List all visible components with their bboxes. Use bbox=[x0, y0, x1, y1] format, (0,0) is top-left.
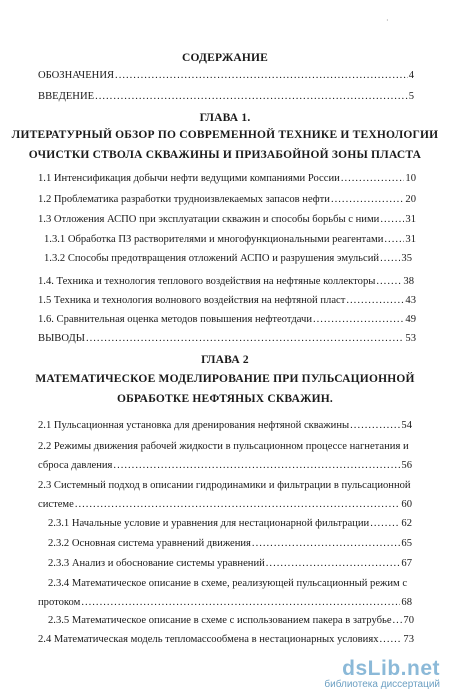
toc-entry[interactable] bbox=[38, 172, 416, 185]
entry-text: 1.3.1 Обработка ПЗ растворителями и многофункциональными реагентами bbox=[44, 234, 384, 245]
chapter2-label: ГЛАВА 2 bbox=[201, 354, 249, 366]
watermark-subtitle: библиотека диссертаций bbox=[324, 679, 440, 690]
entry-page: 49 bbox=[405, 314, 416, 325]
entry-page: 5 bbox=[408, 91, 414, 102]
toc-entry[interactable] bbox=[38, 294, 416, 307]
toc-entry[interactable] bbox=[44, 233, 416, 246]
entry-page: 43 bbox=[405, 295, 416, 306]
entry-page: 65 bbox=[401, 538, 412, 549]
entry-text: 2.4 Математическая модель тепломассообмена в нестационарных условиях bbox=[38, 634, 379, 645]
entry-page: 60 bbox=[401, 499, 412, 510]
toc-entry[interactable] bbox=[38, 213, 416, 226]
toc-entry[interactable] bbox=[38, 459, 412, 472]
dot-leader bbox=[384, 233, 404, 246]
dot-leader bbox=[252, 537, 400, 550]
chapter2-title-line2: ОБРАБОТКЕ НЕФТЯНЫХ СКВАЖИН. bbox=[116, 393, 334, 405]
chapter1-title-line2: ОЧИСТКИ СТВОЛА СКВАЖИНЫ И ПРИЗАБОЙНОЙ ЗОНЫ ПЛАСТА bbox=[28, 149, 422, 161]
entry-text: 1.4. Техника и технология теплового воздействия на нефтяные коллекторы bbox=[38, 276, 376, 287]
chapter1-title-line1: ЛИТЕРАТУРНЫЙ ОБЗОР ПО СОВРЕМЕННОЙ ТЕХНИКЕ И ТЕХНОЛОГИИ bbox=[11, 129, 439, 141]
toc-entry[interactable] bbox=[38, 633, 414, 646]
entry-page: 62 bbox=[401, 518, 412, 529]
dot-leader bbox=[380, 633, 403, 646]
entry-text: 1.1 Интенсификация добычи нефти ведущими компаниями России bbox=[38, 173, 340, 184]
toc-entry-conclusions[interactable] bbox=[38, 332, 416, 345]
dot-leader bbox=[81, 596, 400, 609]
site-watermark bbox=[294, 657, 444, 693]
dot-leader bbox=[341, 172, 405, 185]
entry-page: 54 bbox=[401, 420, 412, 431]
entry-page: 67 bbox=[401, 558, 412, 569]
toc-title: СОДЕРЖАНИЕ bbox=[181, 52, 269, 64]
entry-text: протоком bbox=[38, 597, 81, 608]
entry-text: 2.1 Пульсационная установка для дренирования нефтяной скважины bbox=[38, 420, 350, 431]
dot-leader bbox=[75, 498, 401, 511]
entry-page: 56 bbox=[401, 460, 412, 471]
dot-leader bbox=[350, 419, 400, 432]
entry-text: 2.3.5 Математическое описание в схеме с использованием пакера в затрубье bbox=[48, 615, 392, 626]
toc-entry[interactable] bbox=[38, 419, 412, 432]
dot-leader bbox=[376, 275, 402, 288]
entry-text: 2.3.2 Основная система уравнений движения bbox=[48, 538, 251, 549]
dot-leader bbox=[346, 294, 404, 307]
dot-leader bbox=[380, 213, 404, 226]
toc-entry[interactable] bbox=[48, 537, 412, 550]
dot-leader bbox=[370, 517, 400, 530]
chapter2-title-line1: МАТЕМАТИЧЕСКОЕ МОДЕЛИРОВАНИЕ ПРИ ПУЛЬСАЦИОННОЙ bbox=[35, 373, 415, 385]
dot-leader bbox=[86, 332, 404, 345]
entry-text: ВВЕДЕНИЕ bbox=[38, 91, 95, 102]
entry-page: 53 bbox=[405, 333, 416, 344]
dot-leader bbox=[95, 90, 408, 103]
entry-page: 31 bbox=[405, 214, 416, 225]
toc-entry-designations[interactable] bbox=[38, 69, 414, 82]
toc-entry[interactable] bbox=[48, 557, 412, 570]
toc-entry-introduction[interactable] bbox=[38, 90, 414, 103]
toc-entry[interactable] bbox=[38, 193, 416, 206]
entry-page: 20 bbox=[405, 194, 416, 205]
dot-leader bbox=[331, 193, 404, 206]
toc-entry-line[interactable]: 2.3 Системный подход в описании гидродинамики и фильтрации в пульсационной bbox=[38, 480, 411, 491]
dot-leader bbox=[313, 313, 404, 326]
watermark-logo: dsLib.net bbox=[342, 657, 440, 680]
entry-page: 4 bbox=[408, 70, 414, 81]
dot-leader bbox=[380, 252, 400, 265]
dot-leader bbox=[113, 459, 400, 472]
entry-page: 10 bbox=[405, 173, 416, 184]
entry-page: 31 bbox=[405, 234, 416, 245]
dot-leader bbox=[266, 557, 401, 570]
toc-entry[interactable] bbox=[48, 614, 414, 627]
toc-entry[interactable] bbox=[38, 498, 412, 511]
entry-text: системе bbox=[38, 499, 74, 510]
entry-text: 2.3.1 Начальные условие и уравнения для нестационарной фильтрации bbox=[48, 518, 370, 529]
toc-entry-line[interactable]: 2.3.4 Математическое описание в схеме, реализующей пульсационный режим с bbox=[48, 578, 408, 589]
entry-text: 2.3.3 Анализ и обоснование системы уравнений bbox=[48, 558, 265, 569]
entry-text: 1.6. Сравнительная оценка методов повышения нефтеотдачи bbox=[38, 314, 312, 325]
entry-text: 1.5 Техника и технология волнового воздействия на нефтяной пласт bbox=[38, 295, 346, 306]
toc-entry-line[interactable]: 2.2 Режимы движения рабочей жидкости в пульсационном процессе нагнетания и bbox=[38, 441, 409, 452]
toc-entry[interactable] bbox=[38, 313, 416, 326]
dot-leader bbox=[393, 614, 403, 627]
scan-mark: · bbox=[386, 16, 389, 25]
entry-text: ОБОЗНАЧЕНИЯ bbox=[38, 70, 115, 81]
entry-page: 68 bbox=[401, 597, 412, 608]
entry-page: 35 bbox=[401, 253, 412, 264]
toc-entry[interactable] bbox=[38, 275, 414, 288]
entry-text: 1.3 Отложения АСПО при эксплуатации скважин и способы борьбы с ними bbox=[38, 214, 380, 225]
toc-entry[interactable] bbox=[48, 517, 412, 530]
entry-text: 1.3.2 Способы предотвращения отложений АСПО и разрушения эмульсий bbox=[44, 253, 380, 264]
entry-text: 1.2 Проблематика разработки трудноизвлекаемых запасов нефти bbox=[38, 194, 330, 205]
entry-page: 38 bbox=[403, 276, 414, 287]
dot-leader bbox=[115, 69, 408, 82]
entry-text: сброса давления bbox=[38, 460, 113, 471]
entry-page: 70 bbox=[403, 615, 414, 626]
entry-page: 73 bbox=[403, 634, 414, 645]
toc-entry[interactable] bbox=[38, 596, 412, 609]
toc-entry[interactable] bbox=[44, 252, 412, 265]
entry-text: ВЫВОДЫ bbox=[38, 333, 85, 344]
chapter1-label: ГЛАВА 1. bbox=[199, 112, 251, 124]
